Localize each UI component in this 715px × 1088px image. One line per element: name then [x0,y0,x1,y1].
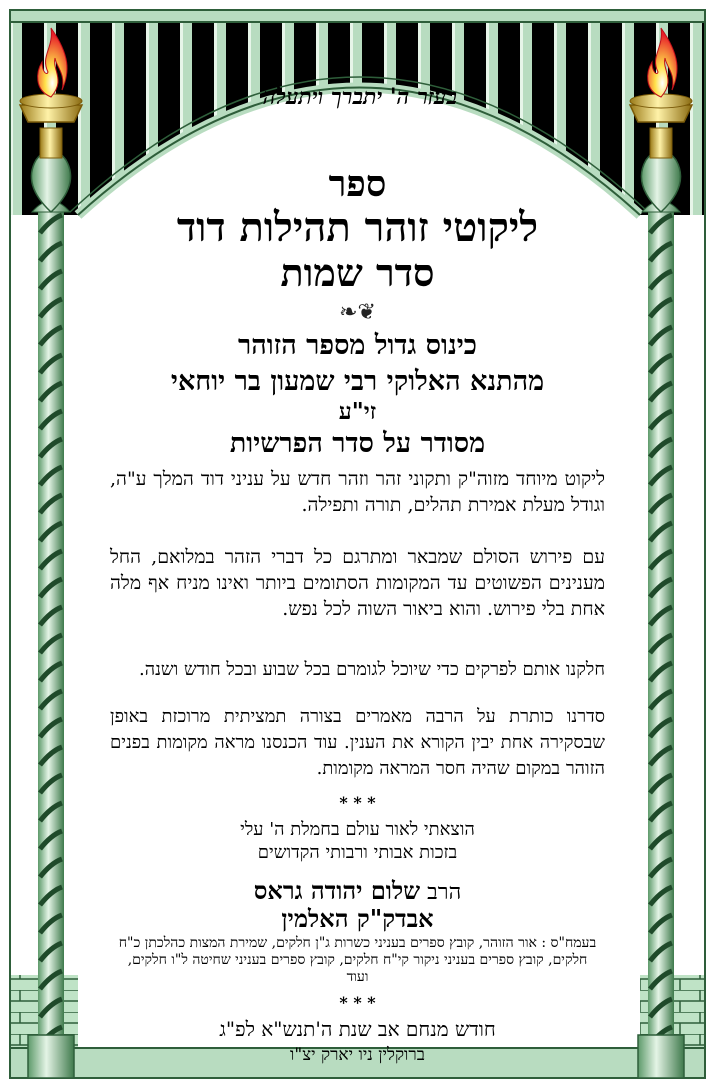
paragraph-3: חלקנו אותם לפרקים כדי שיוכל לגומרם בכל שבוע ובכל חודש ושנה. [139,659,605,680]
publication-date: חודש מנחם אב שנת ה'תנש"א לפ"ג [219,1017,496,1041]
book-section: סדר שמות [280,250,435,295]
paragraph-2: עם פירוש הסולם שמבאר ומתרגם כל דברי הזהר במלואם, החל מענינים הפשוטים עד המקומות הסתומים ביותר ואינו מניח אף מלה אחת בלי פירוש. והוא ביאור השוה לכל נפש. [110,546,605,620]
publication-place: ברוקלין ניו יארק יצ"ו [290,1045,425,1065]
author-title: אבדק"ק האלמין [281,904,434,933]
book-label: ספר [328,163,387,205]
publisher-line-1: הוצאתי לאור עולם בחמלת ה' עלי [240,819,475,840]
author-works: בעמח"ס : אור הזוהר, קובץ ספרים בעניני כשרות ג"ן חלקים, שמירת המצות כהלכתן כ"ח חלקים, קובץ ספרים בעניני ניקור קי"ח חלקים, קובץ ספרים בעניני שחיטה ל"ו חלקים, ועוד [118,935,597,985]
separator-2: * * * [339,993,376,1012]
subtitle-line-2: מהתנא האלוקי רבי שמעון בר יוחאי [170,366,545,397]
paragraph-4: סדרנו כותרת על הרבה מאמרים בצורה תמציתית מרוכזת באופן שבסקירה אחת יבין הקורא את הענין. עוד הכנסנו מראה מקומות בפנים הזוהר במקום שהיה חסר המראה מקומות. [110,706,605,779]
subtitle-line-1: כינוס גדול מספר הזוהר [237,330,478,361]
author-name: שלום יהודה גראס [253,876,421,905]
blessing-header: בעזר ה' יתברך ויתעלה [263,84,457,110]
publisher-note [110,818,605,864]
book-title: ליקוטי זוהר תהילות דוד [176,204,539,251]
floral-ornament-icon: ❦❧ [339,300,376,325]
author-prefix: הרב [427,880,462,905]
publisher-line-2: בזכות אבותי ורבותי הקדושים [257,842,458,863]
author-name-line [110,876,605,906]
subtitle-line-3: זי"ע [338,398,377,425]
separator-1: * * * [339,793,376,812]
subtitle-line-4: מסודר על סדר הפרשיות [229,428,486,459]
paragraph-1: ליקוט מיוחד מזוה"ק ותקוני זהר וזהר חדש על עניני דוד המלך ע"ה, וגודל מעלת אמירת תהלים, תורה ותפילה. [110,468,605,516]
